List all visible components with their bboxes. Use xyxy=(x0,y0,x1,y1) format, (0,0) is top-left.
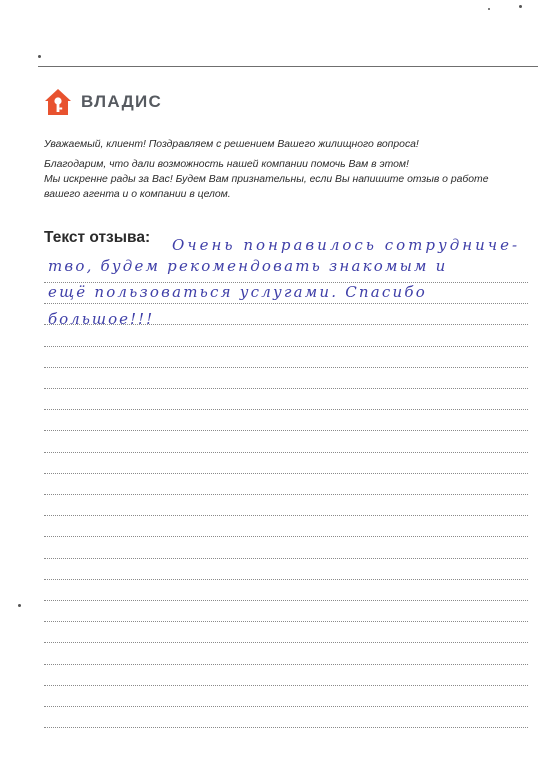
writing-line xyxy=(44,621,528,622)
handwritten-review-line: большое!!! xyxy=(48,310,155,328)
writing-line xyxy=(44,346,528,347)
writing-line xyxy=(44,388,528,389)
writing-line xyxy=(44,642,528,643)
thanks-line: Благодарим, что дали возможность нашей компании помочь Вам в этом! xyxy=(44,159,409,170)
writing-line xyxy=(44,367,528,368)
thanks-line: вашего агента и о компании в целом. xyxy=(44,189,231,200)
writing-line xyxy=(44,515,528,516)
writing-line xyxy=(44,494,528,495)
writing-line xyxy=(44,430,528,431)
writing-line xyxy=(44,409,528,410)
writing-line xyxy=(44,303,528,304)
handwritten-review-line: тво, будем рекомендовать знакомым и xyxy=(48,257,448,275)
scan-speck xyxy=(38,55,41,58)
writing-line xyxy=(44,536,528,537)
writing-line xyxy=(44,600,528,601)
handwritten-review-line: Очень понравилось сотрудниче- xyxy=(172,236,521,254)
writing-line xyxy=(44,473,528,474)
writing-line xyxy=(44,579,528,580)
writing-line xyxy=(44,452,528,453)
handwritten-review-line: ещё пользоваться услугами. Спасибо xyxy=(48,283,427,301)
house-key-icon xyxy=(44,88,72,116)
company-logo xyxy=(44,88,162,116)
writing-line xyxy=(44,727,528,728)
greeting-text: Уважаемый, клиент! Поздравляем с решением Вашего жилищного вопроса! xyxy=(44,139,419,150)
scan-speck xyxy=(488,8,490,10)
writing-line xyxy=(44,706,528,707)
scan-speck xyxy=(18,604,21,607)
thanks-line: Мы искренне рады за Вас! Будем Вам признательны, если Вы напишите отзыв о работе xyxy=(44,174,489,185)
writing-line xyxy=(44,558,528,559)
scan-speck xyxy=(519,5,522,8)
review-title: Текст отзыва: xyxy=(44,229,151,246)
writing-line xyxy=(44,685,528,686)
brand-name: ВЛАДИС xyxy=(81,92,163,111)
writing-line xyxy=(44,664,528,665)
thanks-text xyxy=(44,157,504,202)
top-divider xyxy=(38,66,538,67)
